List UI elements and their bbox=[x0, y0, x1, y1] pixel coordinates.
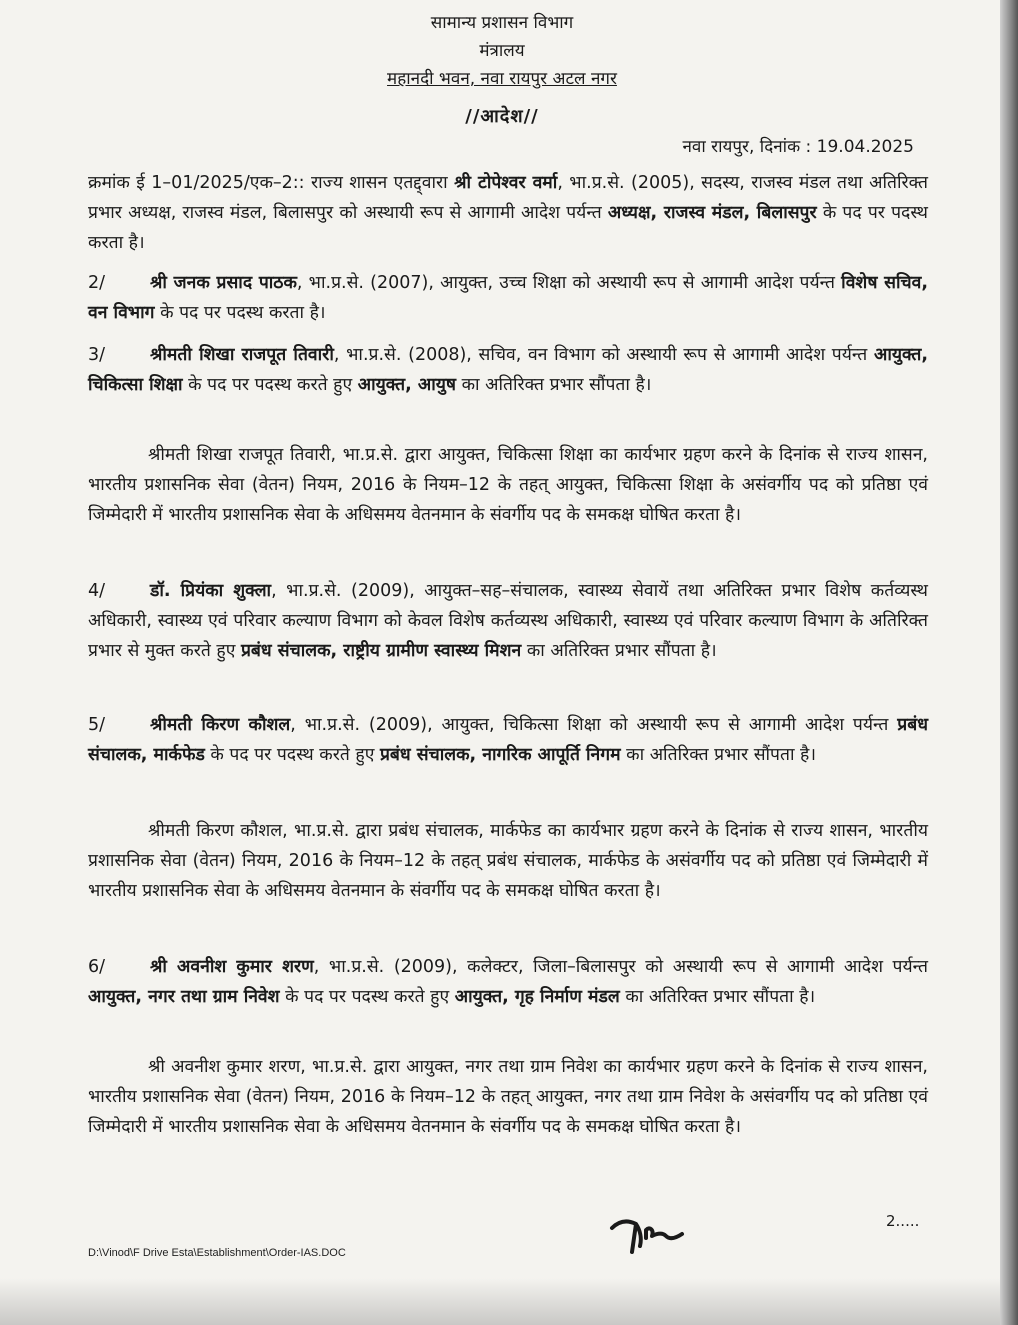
next-page-indicator: 2..... bbox=[886, 1212, 920, 1230]
order-paragraph-5: 5/ श्रीमती किरण कौशल, भा.प्र.से. (2009), आयुक्त, चिकित्सा शिक्षा को अस्थायी रूप से आगामी आदेश पर्यन्त प्रबंध संचालक, मार्कफेड के पद पर पदस्थ करते हुए प्रबंध संचालक, नागरिक आपूर्ति निगम का अतिरिक्त प्रभार सौंपता है। bbox=[88, 710, 928, 770]
scan-shadow bbox=[0, 1278, 1004, 1325]
order-paragraph-4: 4/ डॉ. प्रियंका शुक्ला, भा.प्र.से. (2009), आयुक्त–सह–संचालक, स्वास्थ्य सेवायें तथा अतिरिक्त प्रभार विशेष कर्तव्यस्थ अधिकारी, स्वास्थ्य एवं परिवार कल्याण विभाग को केवल विशेष कर्तव्यस्थ अधिकारी, स्वास्थ्य एवं परिवार कल्याण विभाग के अतिरिक्त प्रभार से मुक्त करते हुए प्रबंध संचालक, राष्ट्रीय ग्रामीण स्वास्थ्य मिशन का अतिरिक्त प्रभार सौंपता है। bbox=[88, 576, 928, 666]
paragraph-number: 3/ bbox=[88, 345, 106, 365]
paragraph-number: 2/ bbox=[88, 273, 106, 293]
order-paragraph-5-declaration: श्रीमती किरण कौशल, भा.प्र.से. द्वारा प्रबंध संचालक, मार्कफेड का कार्यभार ग्रहण करने के दिनांक से राज्य शासन, भारतीय प्रशासनिक सेवा (वेतन) नियम, 2016 के नियम–12 के तहत् प्रबंध संचालक, मार्कफेड के असंवर्गीय पद को प्रतिष्ठा एवं जिम्मेदारी में भारतीय प्रशासनिक सेवा के अधिसमय वेतनमान के संवर्गीय पद के समकक्ष घोषित करता है। bbox=[88, 821, 929, 901]
order-paragraph-3: 3/ श्रीमती शिखा राजपूत तिवारी, भा.प्र.से. (2008), सचिव, वन विभाग को अस्थायी रूप से आगामी आदेश पर्यन्त आयुक्त, चिकित्सा शिक्षा के पद पर पदस्थ करते हुए आयुक्त, आयुष का अतिरिक्त प्रभार सौंपता है। bbox=[88, 340, 928, 400]
department-name: सामान्य प्रशासन विभाग bbox=[430, 13, 574, 33]
order-paragraph-6-declaration: श्री अवनीश कुमार शरण, भा.प्र.से. द्वारा आयुक्त, नगर तथा ग्राम निवेश का कार्यभार ग्रहण करने के दिनांक से राज्य शासन, भारतीय प्रशासनिक सेवा (वेतन) नियम, 2016 के नियम–12 के तहत् आयुक्त, नगर तथा ग्राम निवेश के असंवर्गीय पद को प्रतिष्ठा एवं जिम्मेदारी में भारतीय प्रशासनिक सेवा के अधिसमय वेतनमान के संवर्गीय पद के समकक्ष घोषित करता है। bbox=[88, 1057, 928, 1137]
order-paragraph-2: 2/ श्री जनक प्रसाद पाठक, भा.प्र.से. (2007), आयुक्त, उच्च शिक्षा को अस्थायी रूप से आगामी आदेश पर्यन्त विशेष सचिव, वन विभाग के पद पर पदस्थ करता है। bbox=[88, 268, 928, 328]
file-path-footer: D:\Vinod\F Drive Esta\Establishment\Order-IAS.DOC bbox=[88, 1247, 346, 1259]
order-paragraph-1: क्रमांक ई 1–01/2025/एक–2:: राज्य शासन एतद्द्वारा श्री टोपेश्वर वर्मा, भा.प्र.से. (2005), सदस्य, राजस्व मंडल तथा अतिरिक्त प्रभार अध्यक्ष, राजस्व मंडल, बिलासपुर को अस्थायी रूप से आगामी आदेश पर्यन्त अध्यक्ष, राजस्व मंडल, बिलासपुर के पद पर पदस्थ करता है। bbox=[88, 173, 929, 253]
order-title: //आदेश// bbox=[465, 106, 539, 127]
order-paragraph-3-declaration: श्रीमती शिखा राजपूत तिवारी, भा.प्र.से. द्वारा आयुक्त, चिकित्सा शिक्षा का कार्यभार ग्रहण करने के दिनांक से राज्य शासन, भारतीय प्रशासनिक सेवा (वेतन) नियम, 2016 के नियम–12 के तहत् आयुक्त, चिकित्सा शिक्षा के असंवर्गीय पद को प्रतिष्ठा एवं जिम्मेदारी में भारतीय प्रशासनिक सेवा के अधिसमय वेतनमान के संवर्गीय पद के समकक्ष घोषित करता है। bbox=[88, 445, 928, 525]
paragraph-number: 5/ bbox=[88, 715, 106, 735]
signature-icon bbox=[606, 1208, 696, 1258]
office-address: महानदी भवन, नवा रायपुर अटल नगर bbox=[387, 69, 617, 89]
page-edge-shadow bbox=[1000, 0, 1018, 1325]
place-date: नवा रायपुर, दिनांक : 19.04.2025 bbox=[682, 137, 914, 157]
paragraph-number: 4/ bbox=[88, 581, 106, 601]
ministry-name: मंत्रालय bbox=[479, 41, 525, 61]
order-paragraph-6: 6/ श्री अवनीश कुमार शरण, भा.प्र.से. (2009), कलेक्टर, जिला–बिलासपुर को अस्थायी रूप से आगामी आदेश पर्यन्त आयुक्त, नगर तथा ग्राम निवेश के पद पर पदस्थ करते हुए आयुक्त, गृह निर्माण मंडल का अतिरिक्त प्रभार सौंपता है। bbox=[88, 952, 928, 1012]
paragraph-number: 6/ bbox=[88, 957, 106, 977]
